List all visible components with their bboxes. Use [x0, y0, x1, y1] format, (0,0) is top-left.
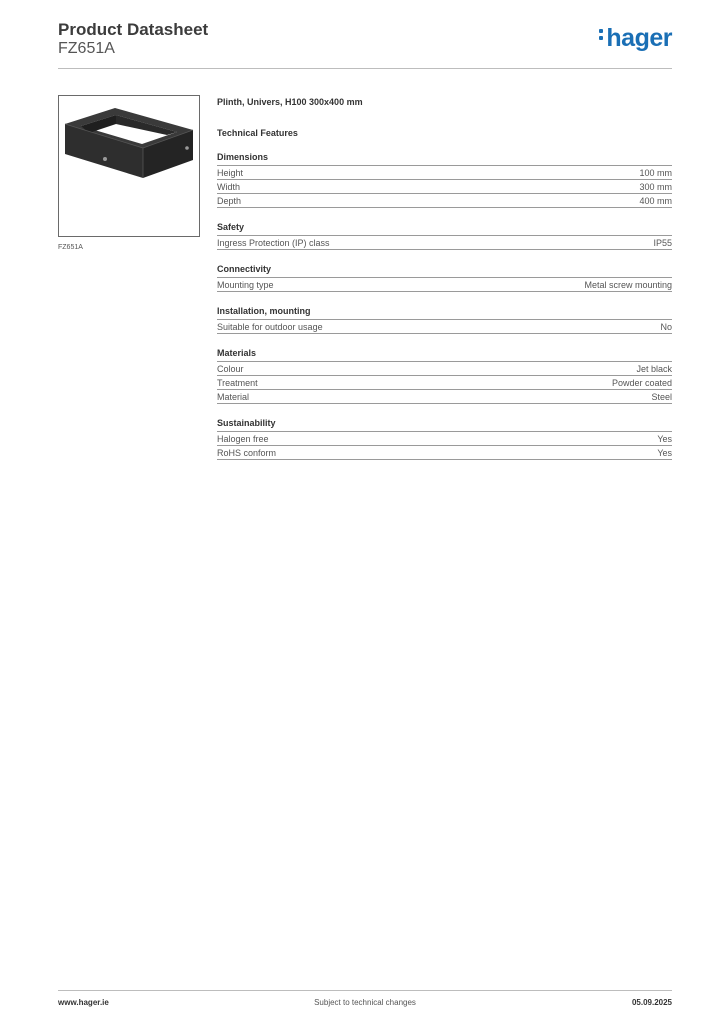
footer-divider	[58, 990, 672, 991]
section-title: Materials	[217, 348, 672, 362]
section-title: Connectivity	[217, 264, 672, 278]
technical-features-heading: Technical Features	[217, 128, 298, 138]
spec-row	[217, 390, 672, 404]
logo-dots-icon	[599, 26, 604, 43]
spec-sections	[217, 152, 672, 460]
spec-row	[217, 180, 672, 194]
spec-row	[217, 236, 672, 250]
footer-note: Subject to technical changes	[314, 998, 416, 1007]
spec-label: Height	[217, 168, 244, 178]
spec-value: 100 mm	[639, 168, 672, 178]
spec-row	[217, 320, 672, 334]
logo-text: hager	[606, 24, 672, 52]
spec-section	[217, 306, 672, 334]
product-name: Plinth, Univers, H100 300x400 mm	[217, 97, 363, 107]
spec-label: Halogen free	[217, 434, 269, 444]
section-title: Safety	[217, 222, 672, 236]
hager-logo[interactable]	[599, 24, 672, 53]
spec-value: Jet black	[636, 364, 672, 374]
header-divider	[58, 68, 672, 69]
product-image	[58, 95, 200, 237]
spec-value: Yes	[657, 434, 672, 444]
spec-row	[217, 432, 672, 446]
spec-value: IP55	[653, 238, 672, 248]
spec-row	[217, 376, 672, 390]
spec-label: Treatment	[217, 378, 258, 388]
page-title: Product Datasheet	[58, 20, 209, 39]
spec-section	[217, 264, 672, 292]
spec-row	[217, 446, 672, 460]
section-title: Installation, mounting	[217, 306, 672, 320]
spec-section	[217, 222, 672, 250]
footer-website-link[interactable]: www.hager.ie	[58, 998, 109, 1007]
section-title: Sustainability	[217, 418, 672, 432]
image-caption: FZ651A	[58, 244, 83, 251]
spec-section	[217, 152, 672, 208]
spec-label: Width	[217, 182, 241, 192]
spec-row	[217, 194, 672, 208]
spec-label: Mounting type	[217, 280, 274, 290]
spec-value: Yes	[657, 448, 672, 458]
spec-section	[217, 348, 672, 404]
spec-value: Powder coated	[611, 378, 672, 388]
spec-value: Steel	[651, 392, 672, 402]
spec-label: Ingress Protection (IP) class	[217, 238, 330, 248]
spec-value: Metal screw mounting	[584, 280, 672, 290]
spec-value: 300 mm	[639, 182, 672, 192]
header	[58, 20, 672, 68]
spec-label: Suitable for outdoor usage	[217, 322, 323, 332]
footer-date: 05.09.2025	[631, 998, 672, 1007]
spec-label: RoHS conform	[217, 448, 277, 458]
spec-value: No	[660, 322, 672, 332]
spec-row	[217, 278, 672, 292]
spec-row	[217, 166, 672, 180]
spec-row	[217, 362, 672, 376]
spec-label: Colour	[217, 364, 244, 374]
plinth-image	[59, 96, 199, 236]
section-title: Dimensions	[217, 152, 672, 166]
spec-content	[217, 97, 672, 460]
spec-label: Material	[217, 392, 250, 402]
spec-section	[217, 418, 672, 460]
spec-value: 400 mm	[639, 196, 672, 206]
spec-label: Depth	[217, 196, 242, 206]
product-code: FZ651A	[58, 40, 115, 57]
